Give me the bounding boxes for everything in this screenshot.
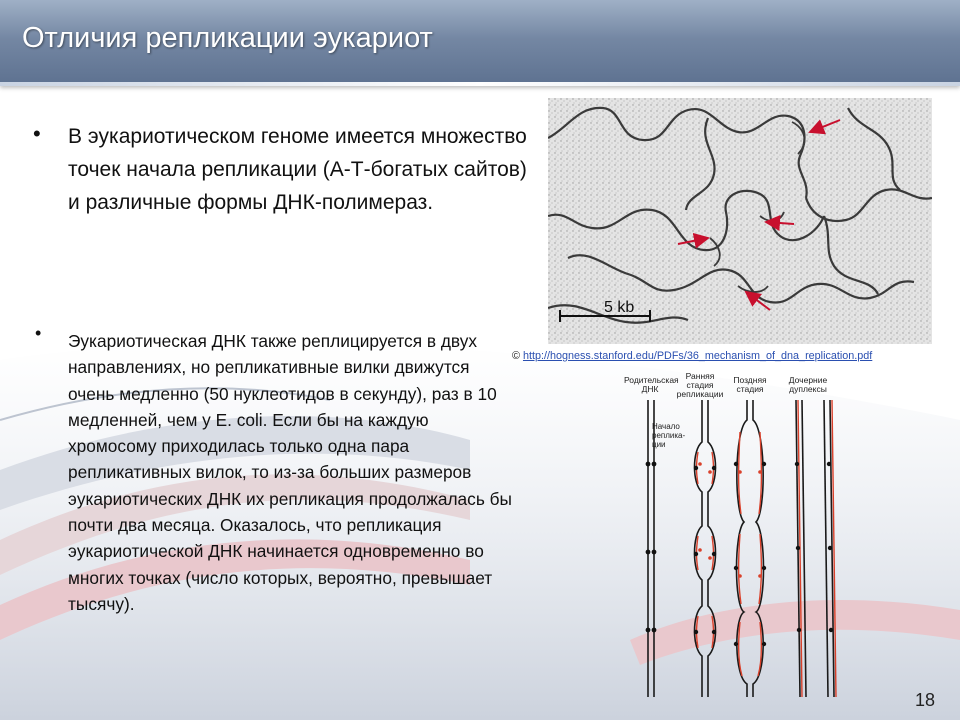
page-number: 18 (915, 690, 936, 710)
replication-diagram (624, 371, 846, 702)
image-credit (512, 350, 872, 362)
slide-title: Отличия репликации эукариот (22, 22, 433, 54)
bullet-marker: • (35, 323, 42, 343)
bullet-text-1: В эукариотическом геноме имеется множество точек начала репликации (А-Т-богатых сайтов) и различные формы ДНК-полимераз. (68, 125, 527, 214)
origin-label: Начало реплика- ции (652, 422, 686, 449)
bullet-marker: • (33, 121, 41, 146)
dna-micrograph (548, 98, 932, 344)
column-label-late: Поздняя стадия (733, 375, 767, 394)
column-label-parental: Родительская ДНК (624, 375, 679, 394)
bullet-text-2: Эукариотическая ДНК также реплицируется в двух направлениях, но репликативные вилки движутся очень медленно (50 нуклеотидов в секунду), раз в 10 медленней, чем у E. coli. Если бы на каждую хромосому приходилась только одна пара репликативных вилок, то из-за больших размеров эукариотических ДНК их репликация продолжалась бы почти два месяца. Оказалось, что репликация эукариотической ДНК начинается одновременно во многих точках (число которых, вероятно, превышает тысячу). (68, 331, 512, 614)
copyright-symbol: © (512, 350, 520, 362)
column-label-daughter: Дочерние дуплексы (788, 375, 828, 394)
column-label-early: Ранняя стадия репликации (676, 371, 724, 399)
credit-link[interactable]: http://hogness.stanford.edu/PDFs/36_mechanism_of_dna_replication.pdf (522, 350, 873, 362)
title-bar (0, 0, 960, 86)
scale-bar-label: 5 kb (604, 299, 635, 316)
replication-diagram-art (628, 372, 846, 702)
